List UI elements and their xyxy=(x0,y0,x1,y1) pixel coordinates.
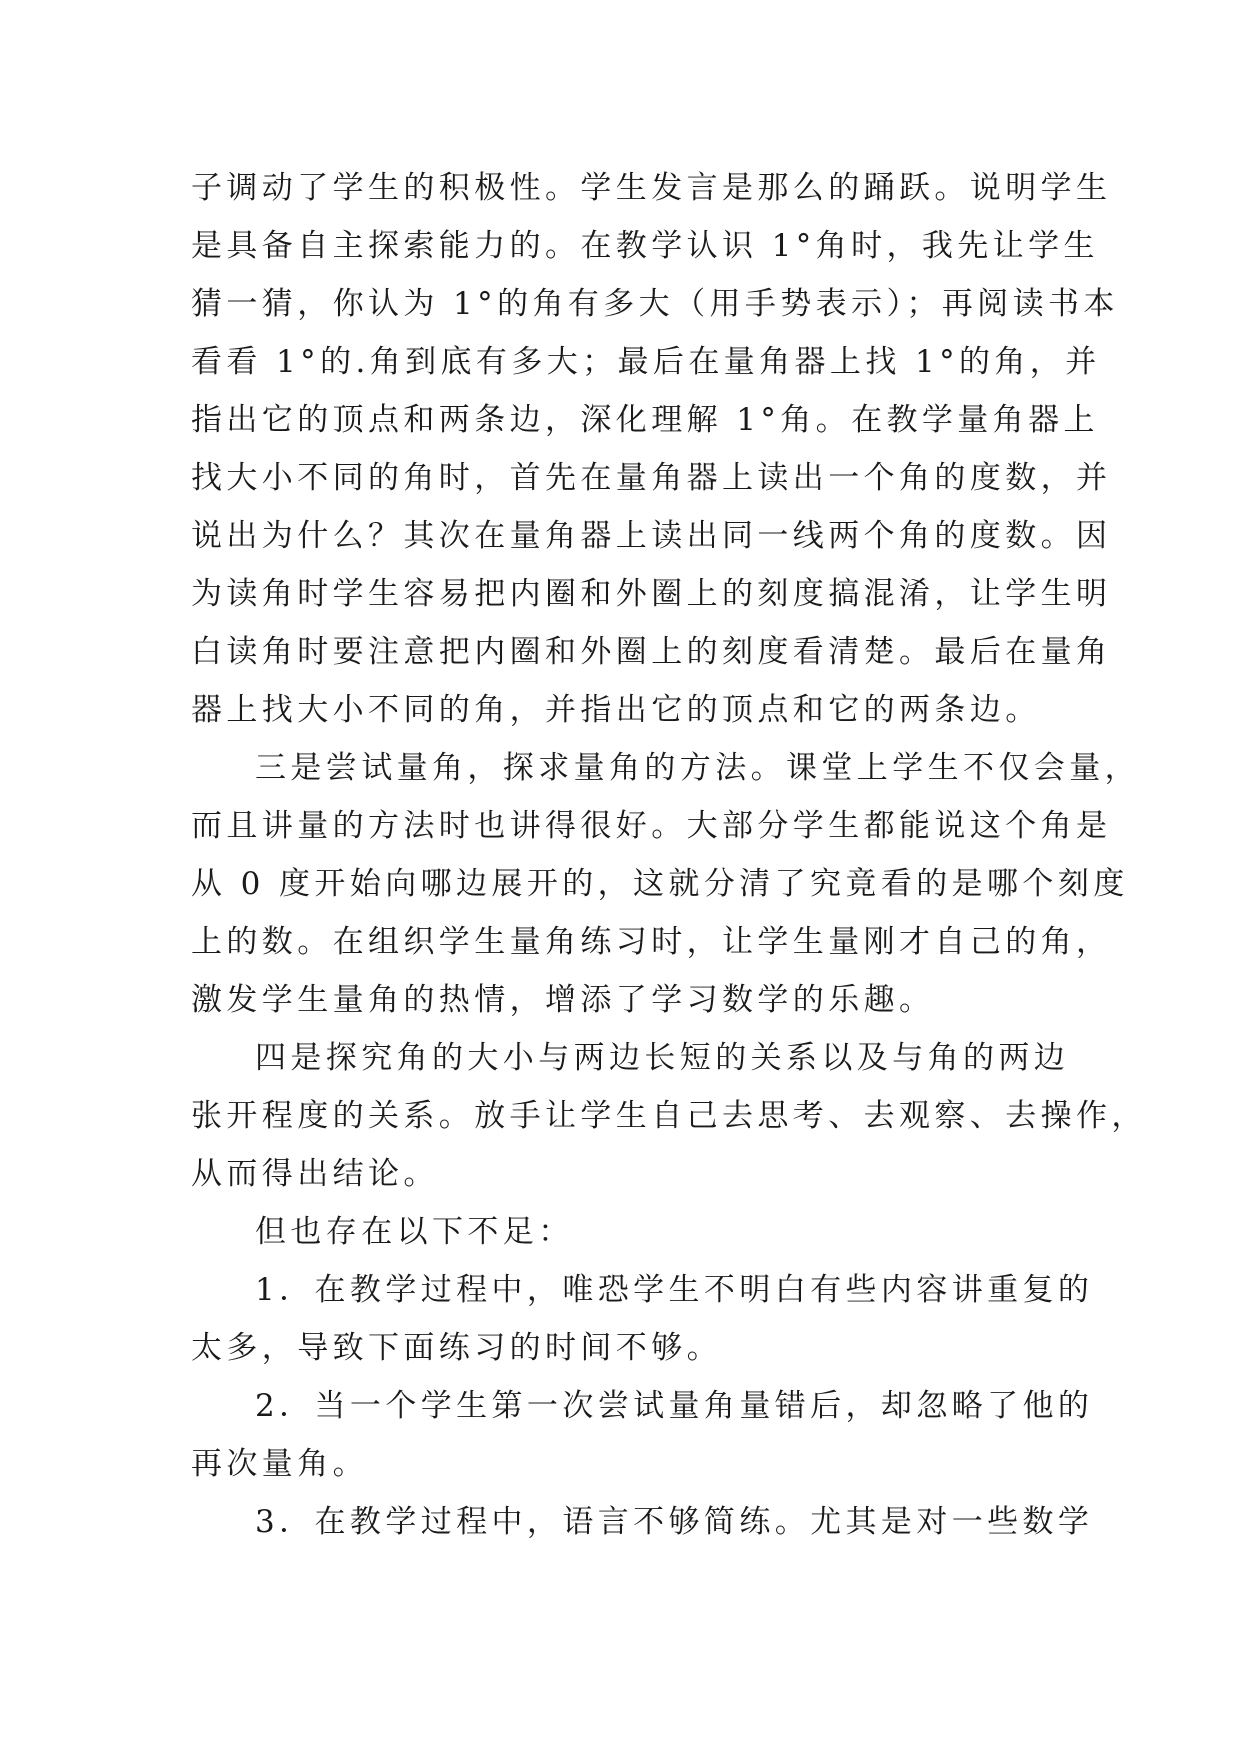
paragraph-start-line: 但也存在以下不足： xyxy=(255,1214,574,1250)
text-line: 再次量角。 xyxy=(191,1446,368,1482)
text-line: 从 0 度开始向哪边展开的，这就分清了究竟看的是哪个刻度 xyxy=(191,866,1129,902)
text-line: 上的数。在组织学生量角练习时，让学生量刚才自己的角， xyxy=(191,924,1112,960)
list-item-1-line: 1．在教学过程中，唯恐学生不明白有些内容讲重复的 xyxy=(255,1272,1094,1308)
text-line: 子调动了学生的积极性。学生发言是那么的踊跃。说明学生 xyxy=(191,170,1112,206)
text-line: 器上找大小不同的角，并指出它的顶点和它的两条边。 xyxy=(191,692,1041,728)
text-line: 为读角时学生容易把内圈和外圈上的刻度搞混淆，让学生明 xyxy=(191,576,1112,612)
text-line: 是具备自主探索能力的。在教学认识 1°角时，我先让学生 xyxy=(191,228,1099,264)
text-line: 从而得出结论。 xyxy=(191,1156,439,1192)
text-line: 白读角时要注意把内圈和外圈上的刻度看清楚。最后在量角 xyxy=(191,634,1112,670)
list-item-2-line: 2．当一个学生第一次尝试量角量错后，却忽略了他的 xyxy=(255,1388,1094,1424)
text-line: 而且讲量的方法时也讲得很好。大部分学生都能说这个角是 xyxy=(191,808,1112,844)
paragraph-start-line: 三是尝试量角，探求量角的方法。课堂上学生不仅会量， xyxy=(255,750,1140,786)
text-line: 说出为什么？其次在量角器上读出同一线两个角的度数。因 xyxy=(191,518,1112,554)
text-line: 指出它的顶点和两条边，深化理解 1°角。在教学量角器上 xyxy=(191,402,1099,438)
text-line: 看看 1°的.角到底有多大；最后在量角器上找 1°的角，并 xyxy=(191,344,1101,380)
text-line: 找大小不同的角时，首先在量角器上读出一个角的度数，并 xyxy=(191,460,1112,496)
list-item-3-line: 3．在教学过程中，语言不够简练。尤其是对一些数学 xyxy=(255,1504,1094,1540)
text-line: 张开程度的关系。放手让学生自己去思考、去观察、去操作， xyxy=(191,1098,1147,1134)
text-line: 太多，导致下面练习的时间不够。 xyxy=(191,1330,722,1366)
text-line: 激发学生量角的热情，增添了学习数学的乐趣。 xyxy=(191,982,935,1018)
paragraph-start-line: 四是探究角的大小与两边长短的关系以及与角的两边 xyxy=(255,1040,1070,1076)
text-line: 猜一猜，你认为 1°的角有多大（用手势表示）；再阅读书本 xyxy=(191,286,1119,322)
